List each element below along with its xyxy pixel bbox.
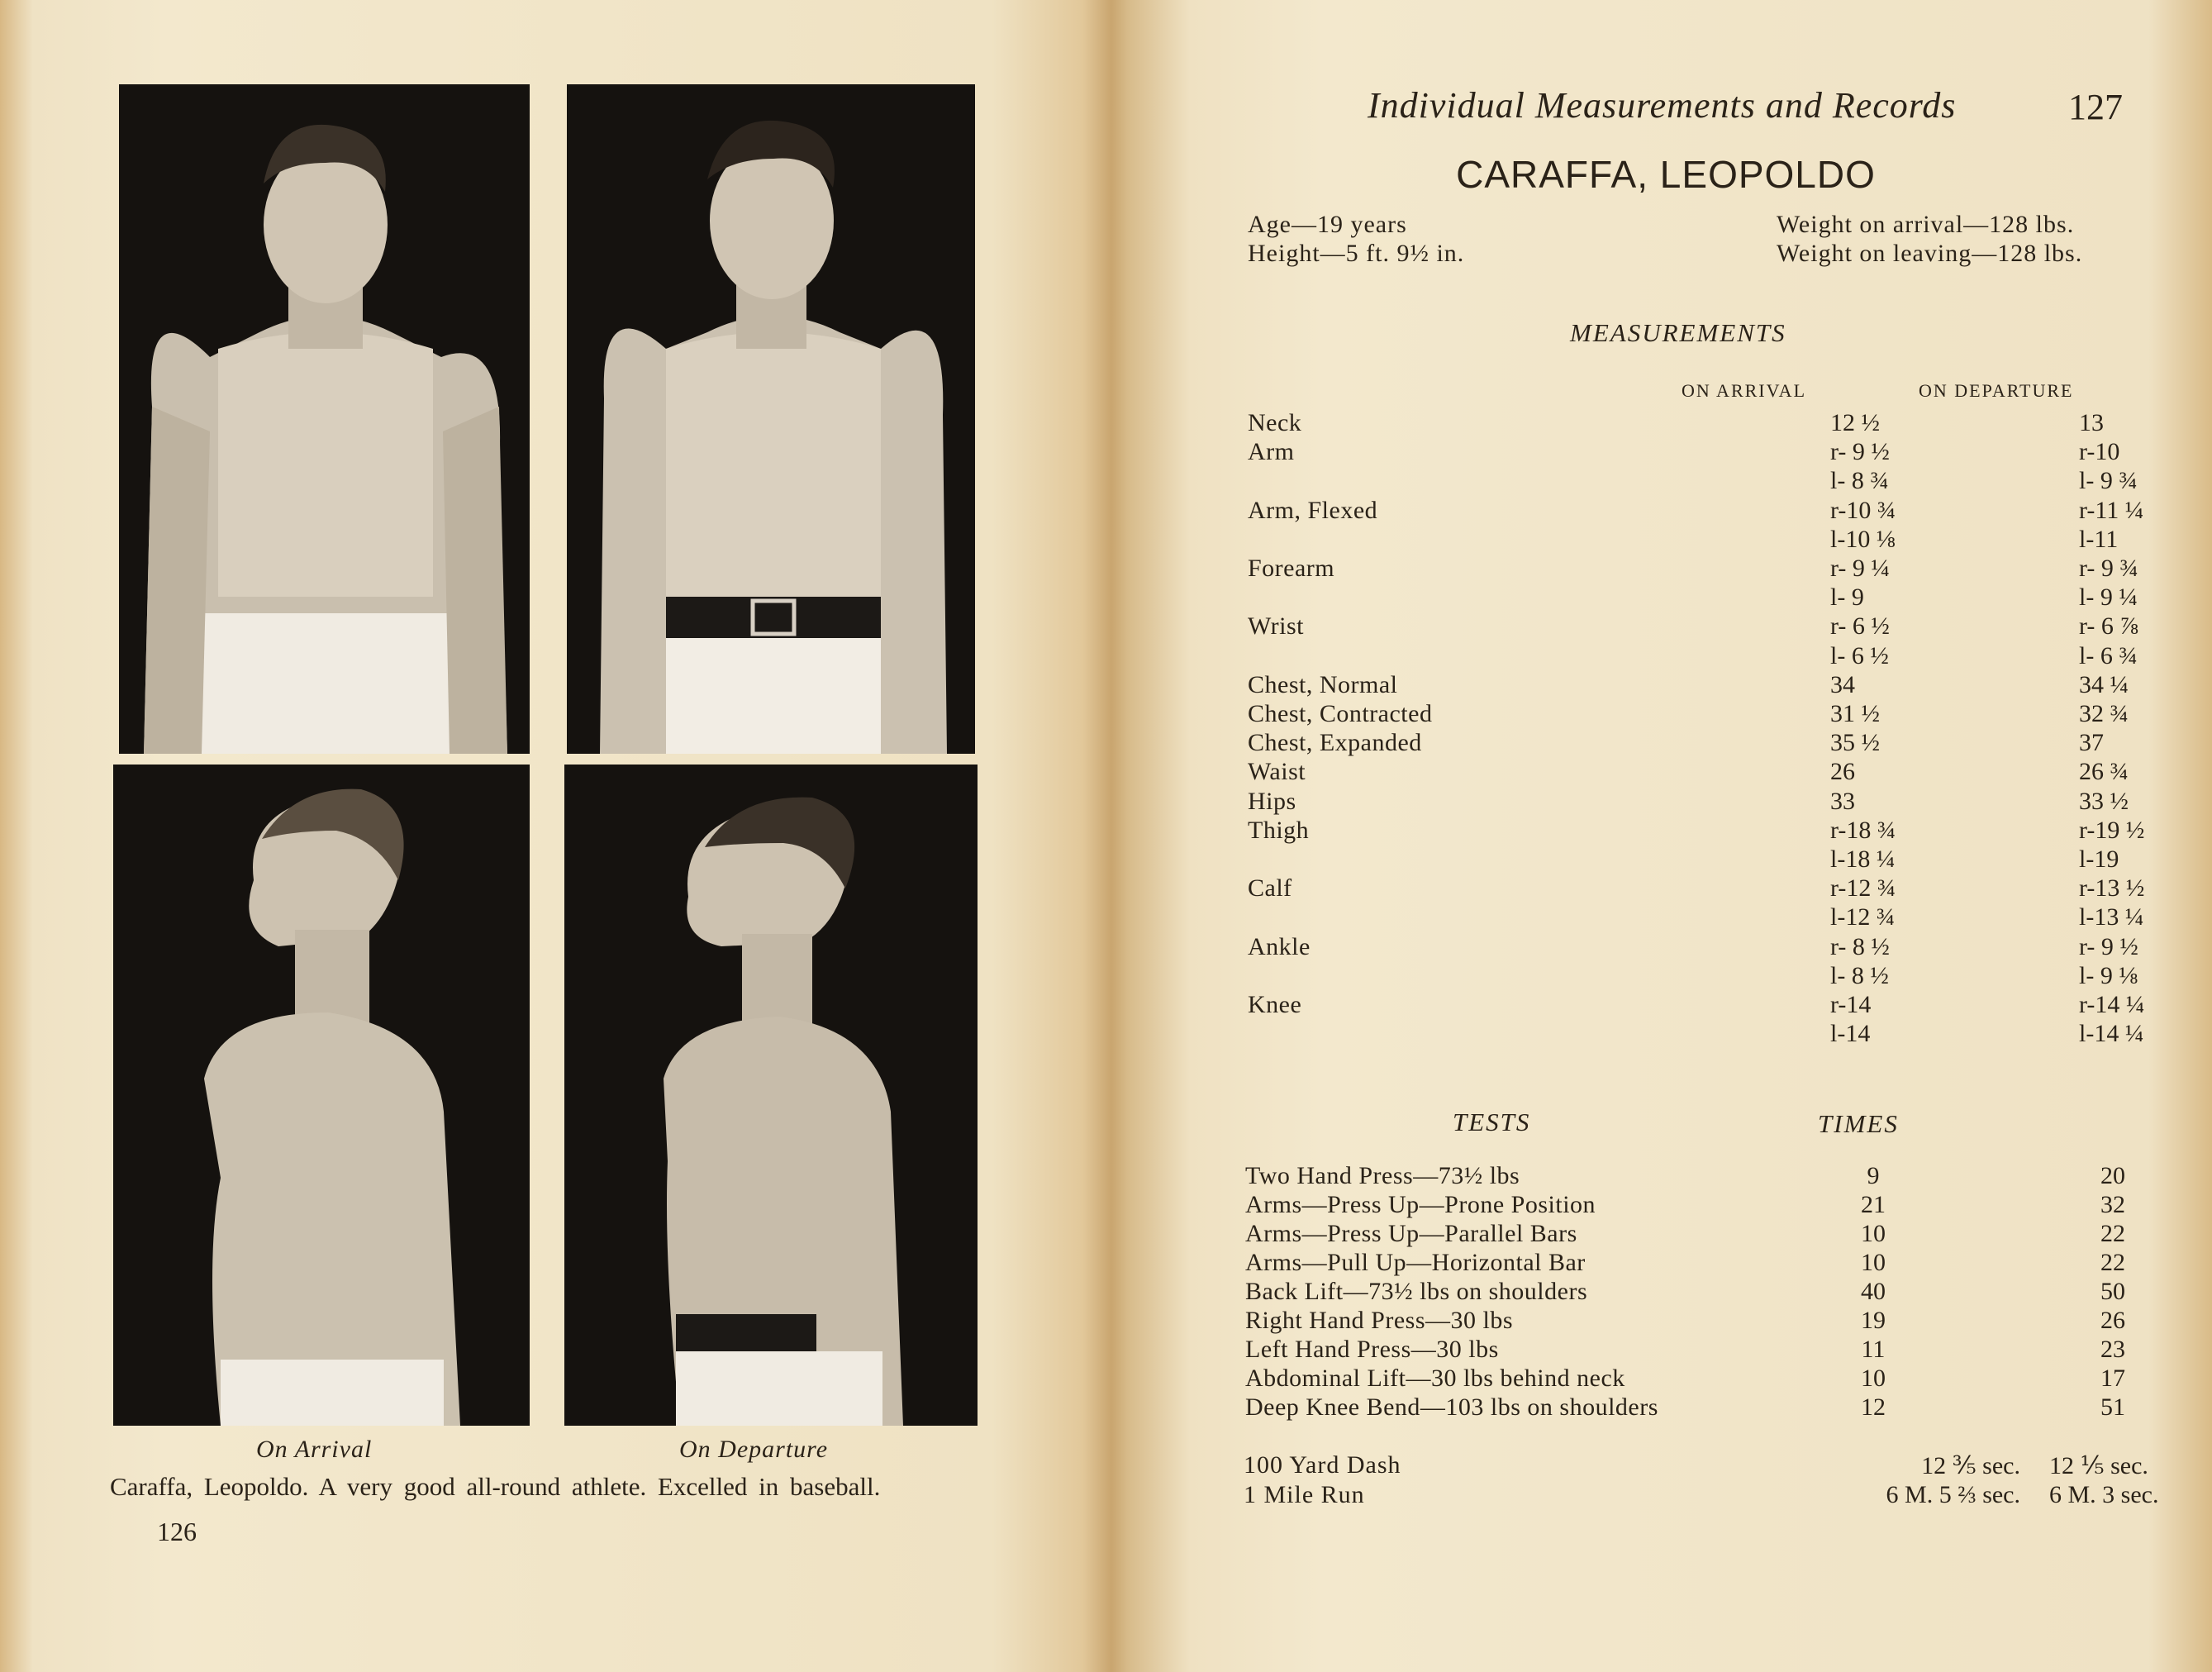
measurements-heading: MEASUREMENTS (1570, 318, 1786, 347)
measurement-arrival: 34 (1830, 670, 1855, 698)
measurement-departure: l- 9 ¼ (2079, 584, 2138, 612)
measurement-departure: r- 9 ½ (2079, 932, 2138, 960)
measurement-arrival: r-12 ¾ (1830, 874, 1896, 903)
test-arrival-value: 21 (1861, 1191, 1886, 1218)
measurement-arrival: r-14 (1830, 991, 1872, 1018)
test-row (1245, 1162, 2154, 1191)
test-label: Left Hand Press—30 lbs (1245, 1336, 1499, 1363)
measurement-departure: 13 (2079, 409, 2104, 436)
measurement-label: Hips (1248, 787, 1296, 815)
measurement-arrival: l- 8 ½ (1830, 961, 1889, 989)
measurement-arrival: r-10 ¾ (1830, 496, 1896, 524)
measurement-arrival: 33 (1830, 787, 1855, 815)
run-label: 1 Mile Run (1244, 1481, 1365, 1508)
measurement-arrival: l- 9 (1830, 584, 1864, 612)
test-label: Abdominal Lift—30 lbs behind neck (1245, 1365, 1625, 1392)
measurement-row (1248, 817, 2157, 846)
test-departure-value: 50 (2100, 1278, 2125, 1305)
measurement-arrival: r- 9 ¼ (1830, 555, 1890, 582)
measurement-arrival: l-12 ¾ (1830, 903, 1896, 931)
measurement-row (1248, 438, 2157, 467)
measurement-label: Chest, Contracted (1248, 700, 1433, 727)
run-departure-time: 12 ⅕ sec. (2049, 1452, 2148, 1479)
age-line: Age—19 years (1248, 211, 1407, 238)
test-arrival-value: 19 (1861, 1307, 1886, 1334)
measurement-row (1248, 991, 2157, 1020)
measurement-arrival: l-10 ⅛ (1830, 525, 1896, 553)
measurement-departure: 34 ¼ (2079, 670, 2129, 698)
test-departure-value: 32 (2100, 1191, 2125, 1218)
run-label: 100 Yard Dash (1244, 1451, 1401, 1479)
photo-caption: Caraffa, Leopoldo. A very good all-round athlete. Excelled in baseball. (110, 1472, 881, 1501)
measurement-departure: r-11 ¼ (2079, 496, 2144, 524)
test-label: Right Hand Press—30 lbs (1245, 1307, 1514, 1334)
measurement-label: Chest, Normal (1248, 670, 1398, 698)
photo-front-departure (567, 84, 975, 754)
run-row (1244, 1451, 2169, 1480)
measurement-departure: l-19 (2079, 846, 2119, 873)
running-head: Individual Measurements and Records (1368, 85, 1957, 126)
test-label: Arms—Pull Up—Horizontal Bar (1245, 1249, 1586, 1276)
run-departure-time: 6 M. 3 sec. (2049, 1481, 2159, 1508)
measurement-row (1248, 584, 2157, 612)
run-arrival-time: 12 ⅗ sec. (1921, 1452, 2020, 1479)
measurement-row (1248, 700, 2157, 729)
measurement-label: Ankle (1248, 932, 1311, 960)
right-page (1120, 0, 2212, 1672)
test-label: Arms—Press Up—Parallel Bars (1245, 1220, 1577, 1247)
measurement-arrival: 26 (1830, 758, 1855, 786)
measurement-departure: r- 9 ¾ (2079, 555, 2138, 582)
measurement-departure: 37 (2079, 729, 2104, 757)
test-label: Arms—Press Up—Prone Position (1245, 1191, 1596, 1218)
tests-heading: TESTS (1453, 1108, 1531, 1136)
measurement-departure: l-11 (2079, 525, 2119, 553)
measurement-row (1248, 612, 2157, 641)
measurement-label: Waist (1248, 758, 1306, 786)
measurement-row (1248, 758, 2157, 787)
test-departure-value: 26 (2100, 1307, 2125, 1334)
photo-profile-departure (564, 765, 978, 1426)
test-departure-value: 22 (2100, 1220, 2125, 1247)
run-row (1244, 1481, 2169, 1510)
test-departure-value: 20 (2100, 1162, 2125, 1189)
subject-name: CARAFFA, LEOPOLDO (1456, 153, 1876, 196)
page-number-right: 127 (2068, 87, 2123, 127)
weight-arrival-line: Weight on arrival—128 lbs. (1777, 211, 2075, 238)
measurement-label: Thigh (1248, 816, 1310, 844)
test-row (1245, 1220, 2154, 1249)
measurement-row (1248, 788, 2157, 817)
test-departure-value: 23 (2100, 1336, 2125, 1363)
test-departure-value: 22 (2100, 1249, 2125, 1276)
test-label: Back Lift—73½ lbs on shoulders (1245, 1278, 1588, 1305)
measurement-label: Arm, Flexed (1248, 496, 1378, 524)
measurement-departure: r-14 ¼ (2079, 991, 2145, 1018)
height-line: Height—5 ft. 9½ in. (1248, 240, 1465, 267)
measurement-row (1248, 526, 2157, 555)
test-arrival-value: 11 (1861, 1336, 1886, 1363)
measurement-row (1248, 846, 2157, 874)
measurement-arrival: r-18 ¾ (1830, 816, 1896, 844)
measurement-arrival: r- 6 ½ (1830, 612, 1890, 641)
measurement-departure: l-14 ¼ (2079, 1020, 2144, 1048)
measurement-label: Neck (1248, 409, 1302, 436)
run-arrival-time: 6 M. 5 ⅔ sec. (1886, 1481, 2020, 1508)
weight-leaving-line: Weight on leaving—128 lbs. (1777, 240, 2083, 267)
measurement-departure: l- 6 ¾ (2079, 641, 2138, 669)
measurement-row (1248, 467, 2157, 496)
test-row (1245, 1336, 2154, 1365)
caption-on-arrival: On Arrival (256, 1436, 373, 1463)
page-number-left: 126 (157, 1517, 197, 1546)
measurement-departure: r- 6 ⅞ (2079, 612, 2138, 641)
measurement-departure: l-13 ¼ (2079, 903, 2144, 931)
test-arrival-value: 10 (1861, 1365, 1886, 1392)
measurement-label: Forearm (1248, 555, 1335, 582)
measurement-arrival: l- 8 ¾ (1830, 467, 1889, 495)
measurement-row (1248, 729, 2157, 758)
measurement-label: Calf (1248, 874, 1292, 903)
measurement-departure: r-10 (2079, 438, 2120, 466)
measurement-arrival: 35 ½ (1830, 729, 1880, 757)
measurement-arrival: l-18 ¼ (1830, 846, 1896, 873)
measurement-label: Wrist (1248, 612, 1304, 641)
test-arrival-value: 9 (1867, 1162, 1880, 1189)
test-row (1245, 1393, 2154, 1422)
measurement-row (1248, 497, 2157, 526)
measurement-departure: 33 ½ (2079, 787, 2129, 815)
column-on-arrival: ON ARRIVAL (1682, 380, 1807, 401)
measurement-row (1248, 1020, 2157, 1049)
measurement-departure: r-19 ½ (2079, 816, 2145, 844)
measurement-row (1248, 874, 2157, 903)
measurement-departure: r-13 ½ (2079, 874, 2145, 903)
measurement-departure: l- 9 ¾ (2079, 467, 2138, 495)
measurement-row (1248, 933, 2157, 962)
measurement-row (1248, 409, 2157, 438)
measurement-departure: 26 ¾ (2079, 758, 2129, 786)
test-row (1245, 1249, 2154, 1278)
measurement-row (1248, 903, 2157, 932)
photo-profile-arrival (113, 765, 530, 1426)
measurement-arrival: 31 ½ (1830, 700, 1880, 727)
test-arrival-value: 10 (1861, 1220, 1886, 1247)
measurement-arrival: l- 6 ½ (1830, 641, 1889, 669)
measurement-row (1248, 962, 2157, 991)
column-on-departure: ON DEPARTURE (1919, 380, 2074, 401)
measurement-departure: l- 9 ⅛ (2079, 961, 2138, 989)
test-row (1245, 1191, 2154, 1220)
measurement-arrival: r- 8 ½ (1830, 932, 1890, 960)
test-row (1245, 1307, 2154, 1336)
measurement-row (1248, 671, 2157, 700)
test-row (1245, 1365, 2154, 1393)
measurement-arrival: l-14 (1830, 1020, 1871, 1048)
measurement-label: Chest, Expanded (1248, 729, 1422, 757)
test-arrival-value: 12 (1861, 1393, 1886, 1421)
times-heading: TIMES (1818, 1109, 1899, 1138)
test-label: Deep Knee Bend—103 lbs on shoulders (1245, 1393, 1658, 1421)
test-departure-value: 51 (2100, 1393, 2125, 1421)
test-departure-value: 17 (2100, 1365, 2125, 1392)
measurement-departure: 32 ¾ (2079, 700, 2129, 727)
measurement-label: Arm (1248, 438, 1295, 466)
photo-front-arrival (119, 84, 530, 754)
test-arrival-value: 40 (1861, 1278, 1886, 1305)
test-arrival-value: 10 (1861, 1249, 1886, 1276)
test-row (1245, 1278, 2154, 1307)
measurement-arrival: r- 9 ½ (1830, 438, 1890, 466)
measurement-arrival: 12 ½ (1830, 409, 1880, 436)
measurement-row (1248, 642, 2157, 671)
test-label: Two Hand Press—73½ lbs (1245, 1162, 1520, 1189)
measurement-label: Knee (1248, 991, 1302, 1018)
caption-on-departure: On Departure (679, 1436, 829, 1463)
measurement-row (1248, 555, 2157, 584)
